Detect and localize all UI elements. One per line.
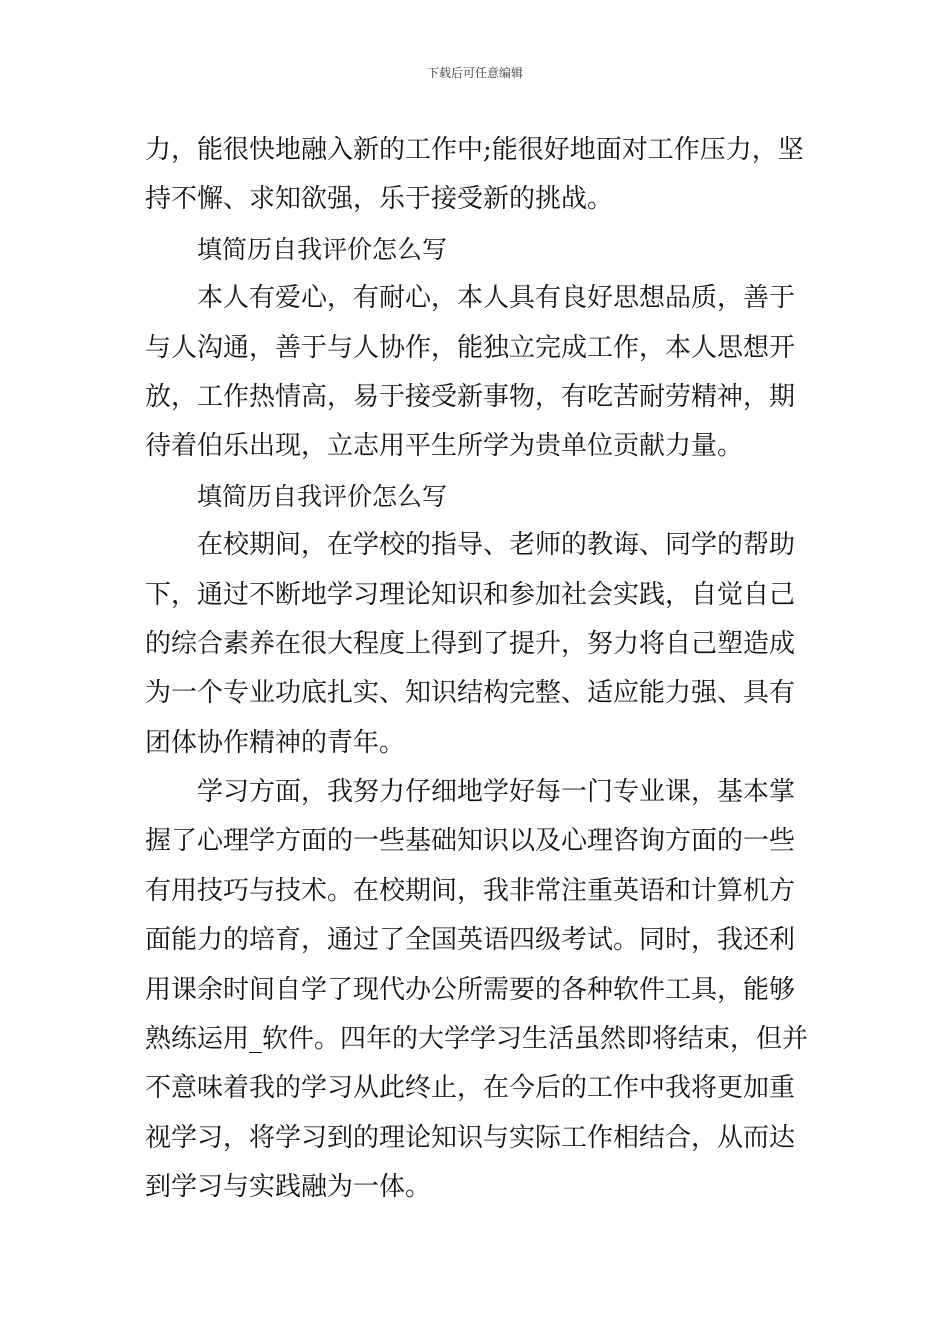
body-line: 持不懈、求知欲强，乐于接受新的挑战。: [145, 184, 614, 215]
body-line: 力，能很快地融入新的工作中;能很好地面对工作压力，坚: [145, 135, 804, 165]
body-line: 团体协作精神的青年。: [145, 727, 406, 758]
body-line: 放，工作热情高，易于接受新事物，有吃苦耐劳精神，期: [145, 381, 796, 412]
body-line: 在校期间，在学校的指导、老师的教诲、同学的帮助: [197, 530, 796, 561]
body-line: 到学习与实践融为一体。: [145, 1172, 432, 1203]
body-line: 待着伯乐出现，立志用平生所学为贵单位贡献力量。: [145, 431, 744, 462]
document-body: [145, 126, 810, 1213]
body-line: 视学习，将学习到的理论知识与实际工作相结合，从而达: [145, 1122, 796, 1153]
body-line: 面能力的培育，通过了全国英语四级考试。同时，我还利: [145, 925, 796, 956]
body-line: 不意味着我的学习从此终止，在今后的工作中我将更加重: [145, 1073, 796, 1104]
body-line: 熟练运用_软件。四年的大学学习生活虽然即将结束，但并: [145, 1024, 809, 1055]
section-heading: 填简历自我评价怎么写: [197, 234, 448, 264]
body-line: 用课余时间自学了现代办公所需要的各种软件工具，能够: [145, 974, 796, 1005]
page-header: 下载后可任意编辑: [426, 66, 523, 80]
body-line: 与人沟通，善于与人协作，能独立完成工作，本人思想开: [145, 332, 796, 363]
body-line: 下，通过不断地学习理论知识和参加社会实践，自觉自己: [145, 579, 796, 610]
body-line: 学习方面，我努力仔细地学好每一门专业课，基本掌: [197, 777, 796, 808]
body-line: 的综合素养在很大程度上得到了提升，努力将自己塑造成: [145, 628, 796, 659]
section-heading: 填简历自我评价怎么写: [197, 481, 448, 511]
body-line: 为一个专业功底扎实、知识结构完整、适应能力强、具有: [145, 678, 796, 709]
body-line: 本人有爱心，有耐心，本人具有良好思想品质，善于: [197, 283, 796, 314]
body-line: 有用技巧与技术。在校期间，我非常注重英语和计算机方: [145, 875, 796, 906]
body-line: 握了心理学方面的一些基础知识以及心理咨询方面的一些: [145, 826, 796, 857]
